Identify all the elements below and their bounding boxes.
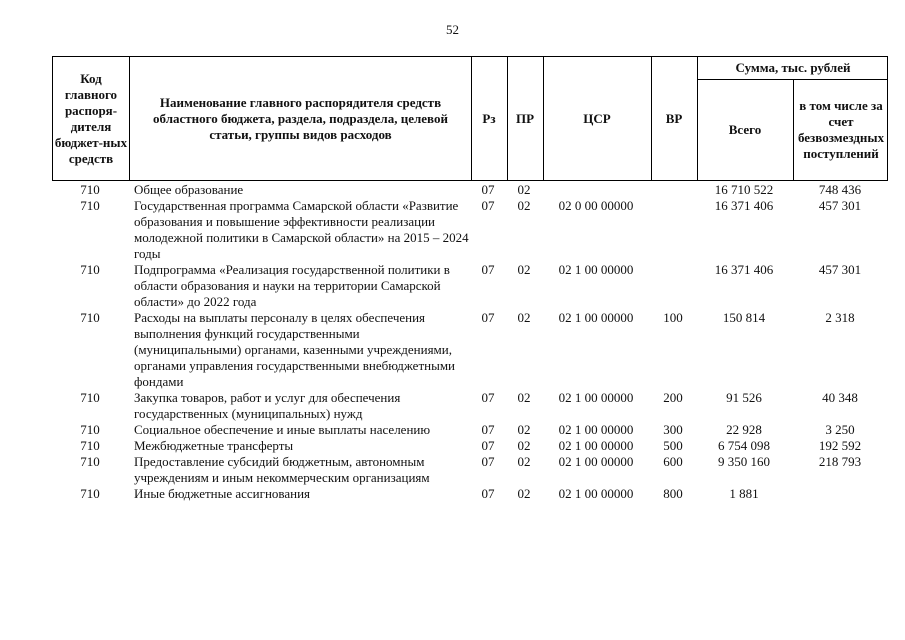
cell-free: 457 301 xyxy=(818,198,862,213)
cell-vr: 300 xyxy=(663,422,683,437)
table-row xyxy=(52,262,888,310)
table-row xyxy=(52,182,888,198)
cell-rz: 07 xyxy=(481,198,495,213)
cell-name: Общее образование xyxy=(134,182,244,197)
cell-name: Расходы на выплаты персоналу в целях обеспечения выполнения функций государственными (муниципальными) органами, казенными учреждениями, органами управления государственными внебюджетными фондами xyxy=(134,310,456,389)
cell-name: Государственная программа Самарской области «Развитие образования и повышение эффективности реализации молодежной политики в Самарской области» на 2015 – 2024 годы xyxy=(134,198,469,261)
cell-name: Социальное обеспечение и иные выплаты населению xyxy=(134,422,431,437)
cell-kod: 710 xyxy=(80,438,100,453)
header-rz: Рз xyxy=(482,110,496,126)
cell-total: 16 371 406 xyxy=(714,262,774,277)
cell-pr: 02 xyxy=(517,182,531,197)
cell-free: 3 250 xyxy=(825,422,855,437)
cell-kod: 710 xyxy=(80,422,100,437)
cell-free: 457 301 xyxy=(818,262,862,277)
cell-pr: 02 xyxy=(517,438,531,453)
table-row xyxy=(52,310,888,390)
table-header xyxy=(52,56,888,181)
cell-kod: 710 xyxy=(80,390,100,405)
cell-total: 91 526 xyxy=(726,390,762,405)
header-free: в том числе за счет безвозмездных поступлений xyxy=(797,97,885,161)
table-row xyxy=(52,198,888,262)
cell-kod: 710 xyxy=(80,182,100,197)
header-kod: Код главного распоря-дителя бюджет-ных средств xyxy=(54,70,128,166)
cell-csr: 02 1 00 00000 xyxy=(558,310,634,325)
cell-rz: 07 xyxy=(481,486,495,501)
cell-name: Подпрограмма «Реализация государственной политики в области образования и науки на территории Самарской области» до 2022 года xyxy=(134,262,450,309)
cell-rz: 07 xyxy=(481,262,495,277)
table-body xyxy=(52,182,888,502)
cell-kod: 710 xyxy=(80,310,100,325)
cell-rz: 07 xyxy=(481,390,495,405)
cell-vr: 200 xyxy=(663,390,683,405)
cell-kod: 710 xyxy=(80,262,100,277)
cell-total: 16 371 406 xyxy=(714,198,774,213)
cell-csr: 02 1 00 00000 xyxy=(558,486,634,501)
cell-rz: 07 xyxy=(481,310,495,325)
cell-rz: 07 xyxy=(481,422,495,437)
cell-csr: 02 1 00 00000 xyxy=(558,438,634,453)
cell-pr: 02 xyxy=(517,486,531,501)
cell-rz: 07 xyxy=(481,454,495,469)
cell-pr: 02 xyxy=(517,454,531,469)
cell-pr: 02 xyxy=(517,198,531,213)
cell-pr: 02 xyxy=(517,390,531,405)
cell-free: 192 592 xyxy=(818,438,862,453)
cell-pr: 02 xyxy=(517,422,531,437)
cell-free: 218 793 xyxy=(818,454,862,469)
cell-rz: 07 xyxy=(481,438,495,453)
cell-total: 150 814 xyxy=(722,310,766,325)
cell-vr: 600 xyxy=(663,454,683,469)
table-row xyxy=(52,486,888,502)
cell-kod: 710 xyxy=(80,486,100,501)
cell-free: 748 436 xyxy=(818,182,862,197)
cell-pr: 02 xyxy=(517,262,531,277)
cell-name: Закупка товаров, работ и услуг для обеспечения государственных (муниципальных) нужд xyxy=(134,390,401,421)
header-pr: ПР xyxy=(515,110,535,126)
table-row xyxy=(52,438,888,454)
cell-csr: 02 1 00 00000 xyxy=(558,422,634,437)
table-row xyxy=(52,422,888,438)
cell-csr: 02 0 00 00000 xyxy=(558,198,634,213)
cell-name: Предоставление субсидий бюджетным, автономным учреждениям и иным некоммерческим организациям xyxy=(134,454,430,485)
header-sum: Сумма, тыс. рублей xyxy=(735,60,851,75)
cell-vr: 500 xyxy=(663,438,683,453)
table-row xyxy=(52,454,888,486)
cell-kod: 710 xyxy=(80,454,100,469)
cell-kod: 710 xyxy=(80,198,100,213)
cell-csr: 02 1 00 00000 xyxy=(558,454,634,469)
cell-total: 16 710 522 xyxy=(714,182,774,197)
cell-pr: 02 xyxy=(517,310,531,325)
cell-total: 1 881 xyxy=(729,486,759,501)
cell-name: Иные бюджетные ассигнования xyxy=(134,486,311,501)
cell-name: Межбюджетные трансферты xyxy=(134,438,294,453)
cell-total: 22 928 xyxy=(726,422,762,437)
header-total: Всего xyxy=(728,121,762,137)
header-vr: ВР xyxy=(665,110,683,126)
cell-free: 40 348 xyxy=(822,390,858,405)
table-row xyxy=(52,390,888,422)
cell-total: 6 754 098 xyxy=(718,438,770,453)
cell-vr: 800 xyxy=(663,486,683,501)
header-csr: ЦСР xyxy=(583,110,611,126)
header-name: Наименование главного распорядителя средств областного бюджета, раздела, подраздела, целевой статьи, группы видов расходов xyxy=(153,94,448,142)
cell-csr: 02 1 00 00000 xyxy=(558,262,634,277)
cell-rz: 07 xyxy=(481,182,495,197)
cell-total: 9 350 160 xyxy=(718,454,770,469)
cell-csr: 02 1 00 00000 xyxy=(558,390,634,405)
page-number: 52 xyxy=(446,22,459,37)
cell-free: 2 318 xyxy=(825,310,855,325)
cell-vr: 100 xyxy=(663,310,683,325)
